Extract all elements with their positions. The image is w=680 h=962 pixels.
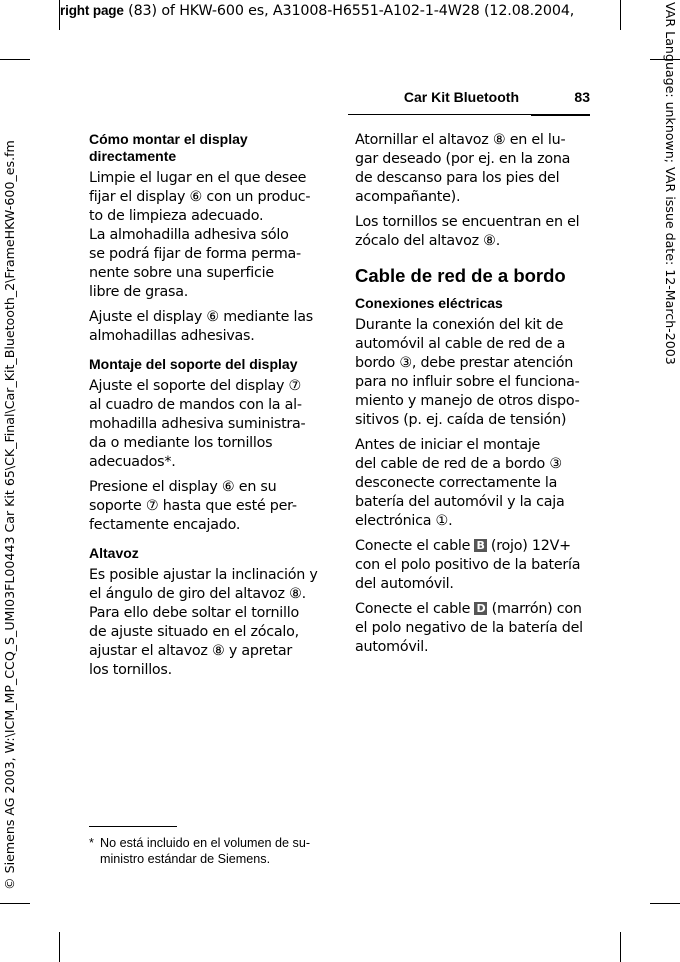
text-line: el polo negativo de la batería del	[355, 620, 583, 636]
copyright-margin-note: © Siemens AG 2003, W:\ICM_MP_CCQ_S_UMI03FL00443 Car Kit 65\CK_Final\Car_Kit_Bluetooth_2\FrameHKW-600_es.fm	[2, 140, 17, 890]
crop-mark	[650, 903, 680, 904]
footnote-line: ministro estándar de Siemens.	[100, 852, 271, 866]
text-line: soporte ⑦ hasta que esté per-	[89, 498, 297, 514]
crop-mark	[620, 0, 621, 30]
paragraph-ajuste-soporte	[89, 377, 325, 472]
text-line	[355, 537, 591, 556]
text-line: da o mediante los tornillos	[89, 435, 273, 451]
text-line: zócalo del altavoz ⑧.	[355, 233, 500, 249]
var-margin-note: VAR Language: unknown; VAR issue date: 12-March-2003	[663, 2, 678, 365]
paragraph-altavoz	[89, 566, 325, 680]
text-line: Ajuste el soporte del display ⑦	[89, 378, 302, 394]
text-line: automóvil al cable de red de a	[355, 336, 566, 352]
crop-mark	[620, 932, 621, 962]
footnote-line: No está incluido en el volumen de su-	[100, 836, 311, 850]
cable-b-label: B	[476, 539, 485, 552]
text-line: del automóvil.	[355, 576, 454, 592]
right-column	[355, 131, 591, 663]
text-line: desconecte correctamente la	[355, 475, 558, 491]
text-line: de descanso para los pies del	[355, 170, 560, 186]
text-line: automóvil.	[355, 639, 429, 655]
header-rule-thick	[531, 114, 590, 116]
cable-d-label: D	[476, 602, 486, 615]
text-line: al cuadro de mandos con la al-	[89, 397, 302, 413]
text-line: Antes de iniciar el montaje	[355, 437, 541, 453]
paragraph-cable-d	[355, 600, 591, 657]
text-line: mohadilla adhesiva suministra-	[89, 416, 306, 432]
paragraph-atornillar	[355, 131, 591, 207]
footnote	[89, 835, 329, 867]
text-line: libre de grasa.	[89, 284, 189, 300]
text-line: Limpie el lugar en el que desee	[89, 170, 307, 186]
text-line: del cable de red de a bordo ③	[355, 456, 562, 472]
footnote-rule	[89, 826, 177, 827]
text-fragment: (rojo) 12V+	[486, 538, 571, 554]
text-line: miento y manejo de otros dispo-	[355, 393, 580, 409]
heading-montaje-soporte: Montaje del soporte del display	[89, 356, 298, 372]
text-line: adecuados*.	[89, 454, 176, 470]
heading-cable-red: Cable de red de a bordo	[355, 265, 566, 286]
text-line: para no influir sobre el funciona-	[355, 374, 580, 390]
text-line: bordo ③, debe prestar atención	[355, 355, 574, 371]
heading-montar-display: Cómo montar el display directamente	[89, 131, 248, 164]
text-line: Durante la conexión del kit de	[355, 317, 564, 333]
text-line: almohadillas adhesivas.	[89, 328, 255, 344]
left-column	[89, 131, 325, 686]
text-line: electrónica ①.	[355, 513, 453, 529]
text-fragment: Conecte el cable	[355, 601, 475, 617]
page-number: 83	[574, 89, 590, 105]
print-slug	[60, 2, 620, 20]
text-line: Ajuste el display ⑥ mediante las	[89, 309, 313, 325]
text-fragment: Conecte el cable	[355, 538, 475, 554]
text-line: Presione el display ⑥ en su	[89, 479, 277, 495]
paragraph-limpie	[89, 169, 325, 302]
running-header-title: Car Kit Bluetooth	[403, 89, 519, 105]
text-line: ajustar el altavoz ⑧ y apretar	[89, 643, 293, 659]
crop-mark	[59, 932, 60, 962]
paragraph-ajuste-display	[89, 308, 325, 346]
paragraph-antes	[355, 436, 591, 531]
text-line: sitivos (p. ej. caída de tensión)	[355, 412, 567, 428]
header-rule	[348, 114, 531, 115]
text-line: acompañante).	[355, 189, 461, 205]
crop-mark	[0, 903, 30, 904]
text-line: fectamente encajado.	[89, 517, 241, 533]
paragraph-presione	[89, 478, 325, 535]
text-line: nente sobre una superficie	[89, 265, 274, 281]
paragraph-cable-b	[355, 537, 591, 594]
paragraph-tornillos	[355, 213, 591, 251]
text-line	[355, 600, 591, 619]
text-line: Es posible ajustar la inclinación y	[89, 567, 318, 583]
text-fragment: (marrón) con	[487, 601, 582, 617]
text-line: con el polo positivo de la batería	[355, 557, 581, 573]
heading-conexiones-electricas: Conexiones eléctricas	[355, 295, 503, 311]
text-line: to de limpieza adecuado.	[89, 208, 264, 224]
text-line: La almohadilla adhesiva sólo	[89, 227, 289, 243]
print-slug-text: (83) of HKW-600 es, A31008-H6551-A102-1-4W28 (12.08.2004,	[128, 3, 575, 19]
heading-altavoz: Altavoz	[89, 545, 139, 561]
text-line: Para ello debe soltar el tornillo	[89, 605, 299, 621]
text-line: batería del automóvil y la caja	[355, 494, 565, 510]
print-slug-label: right page	[60, 3, 124, 18]
text-line: el ángulo de giro del altavoz ⑧.	[89, 586, 306, 602]
text-line: fijar el display ⑥ con un produc-	[89, 189, 311, 205]
footnote-marker: *	[89, 836, 94, 850]
text-line: gar deseado (por ej. en la zona	[355, 151, 571, 167]
text-line: de ajuste situado en el zócalo,	[89, 624, 299, 640]
text-line: se podrá fijar de forma perma-	[89, 246, 301, 262]
text-line: Atornillar el altavoz ⑧ en el lu-	[355, 132, 566, 148]
text-line: Los tornillos se encuentran en el	[355, 214, 580, 230]
paragraph-conexion	[355, 316, 591, 430]
text-line: los tornillos.	[89, 662, 172, 678]
